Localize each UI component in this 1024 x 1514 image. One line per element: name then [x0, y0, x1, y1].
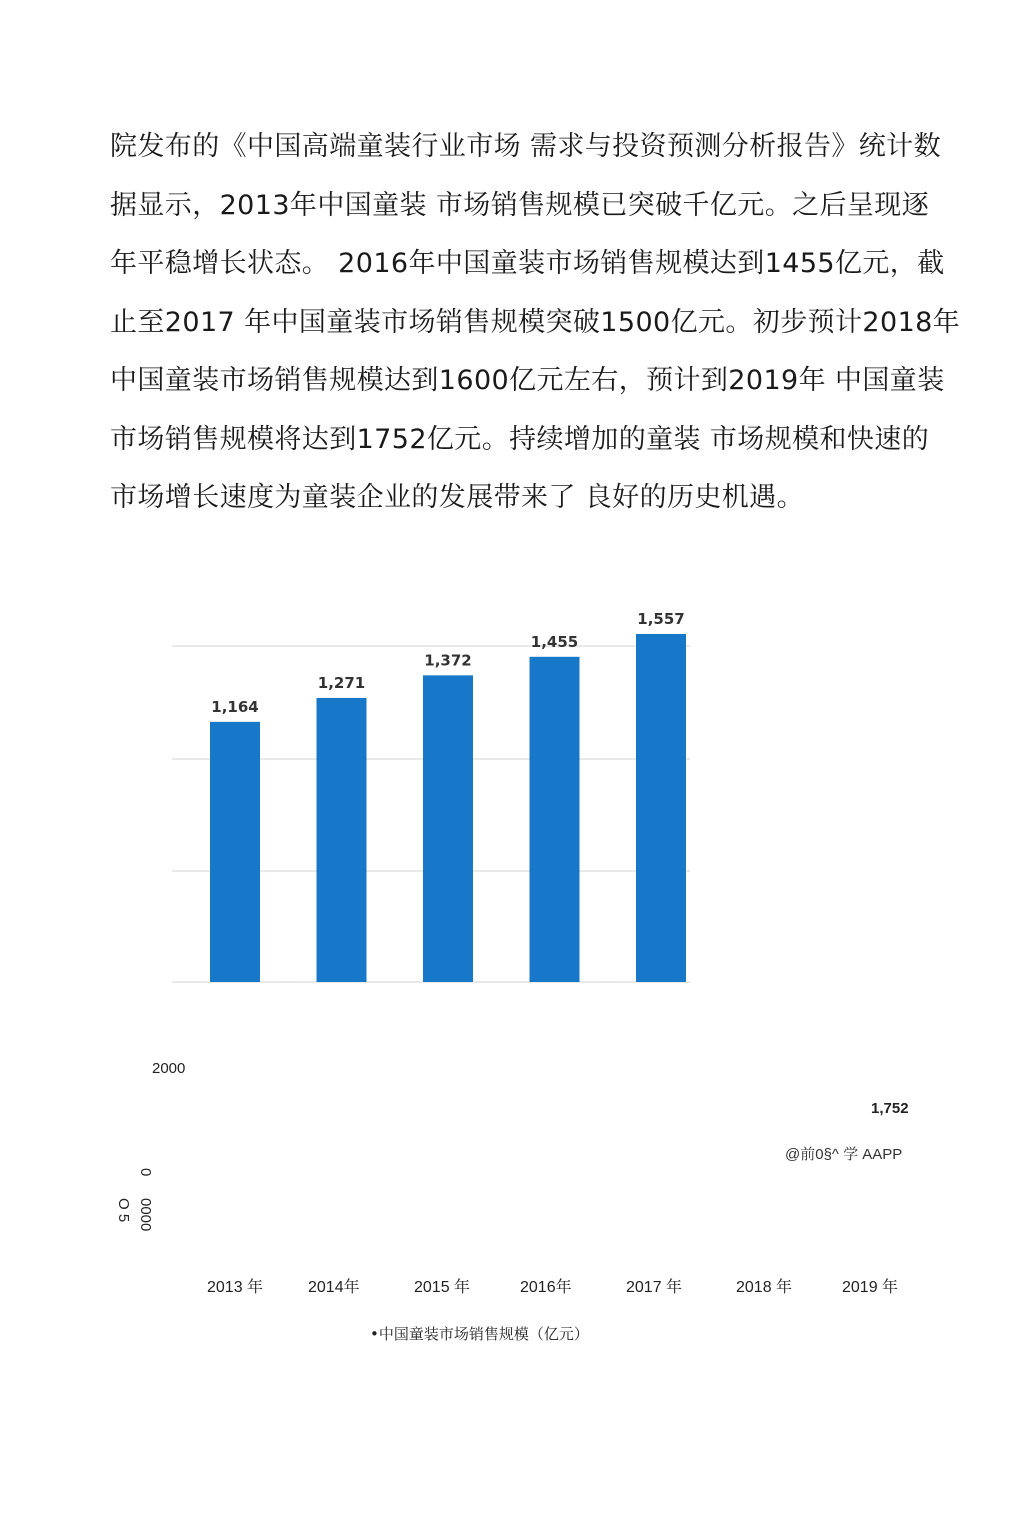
- bar-2: [423, 675, 473, 982]
- paragraph-line: 中国童装市场销售规模达到1600亿元左右，预计到2019年 中国童装: [110, 365, 945, 396]
- paragraph-line: 年平稳增长状态。 2016年中国童装市场销售规模达到1455亿元，截: [110, 248, 945, 279]
- data-label-0: 1,164: [211, 697, 259, 716]
- x-axis-tick-label: 2013 年: [207, 1279, 264, 1296]
- garbled-tick: 0000: [137, 1198, 154, 1232]
- x-axis-tick-label: 2015 年: [414, 1279, 471, 1296]
- bar-0: [210, 722, 260, 982]
- bar-4: [636, 634, 686, 982]
- data-label-2019: 1,752: [871, 1100, 909, 1117]
- paragraph-line: 据显示，2013年中国童装 市场销售规模已突破千亿元。之后呈现逐: [110, 189, 930, 221]
- watermark-text: @前0§^ 学 AAPP: [785, 1146, 903, 1163]
- data-label-1: 1,271: [317, 673, 366, 692]
- paragraph-line: 院发布的《中国高端童装行业市场 需求与投资预测分析报告》统计数: [110, 131, 941, 162]
- paragraph-line: 市场增长速度为童装企业的发展带来了 良好的历史机遇。: [110, 482, 804, 513]
- y-axis-tick-label: 2000: [152, 1060, 186, 1077]
- x-axis-tick-label: 2018 年: [736, 1279, 793, 1296]
- data-label-3: 1,455: [530, 632, 579, 651]
- garbled-tick: 0: [137, 1168, 154, 1177]
- bar-1: [317, 698, 367, 982]
- data-label-2: 1,372: [424, 651, 472, 670]
- x-axis-tick-label: 2014年: [308, 1279, 360, 1296]
- paragraph-line: 市场销售规模将达到1752亿元。持续增加的童装 市场规模和快速的: [110, 423, 930, 455]
- data-label-4: 1,557: [637, 610, 685, 628]
- chart-legend: •中国童装市场销售规模（亿元）: [370, 1325, 589, 1343]
- bar-3: [530, 657, 580, 982]
- garbled-tick: O 5: [115, 1198, 132, 1223]
- x-axis-tick-label: 2016年: [520, 1279, 572, 1296]
- paragraph-line: 止至2017 年中国童装市场销售规模突破1500亿元。初步预计2018年: [110, 306, 961, 338]
- y-axis-garbled-ticks: [108, 1168, 154, 1243]
- x-axis-tick-label: 2017 年: [626, 1279, 683, 1296]
- x-axis-tick-label: 2019 年: [842, 1279, 899, 1296]
